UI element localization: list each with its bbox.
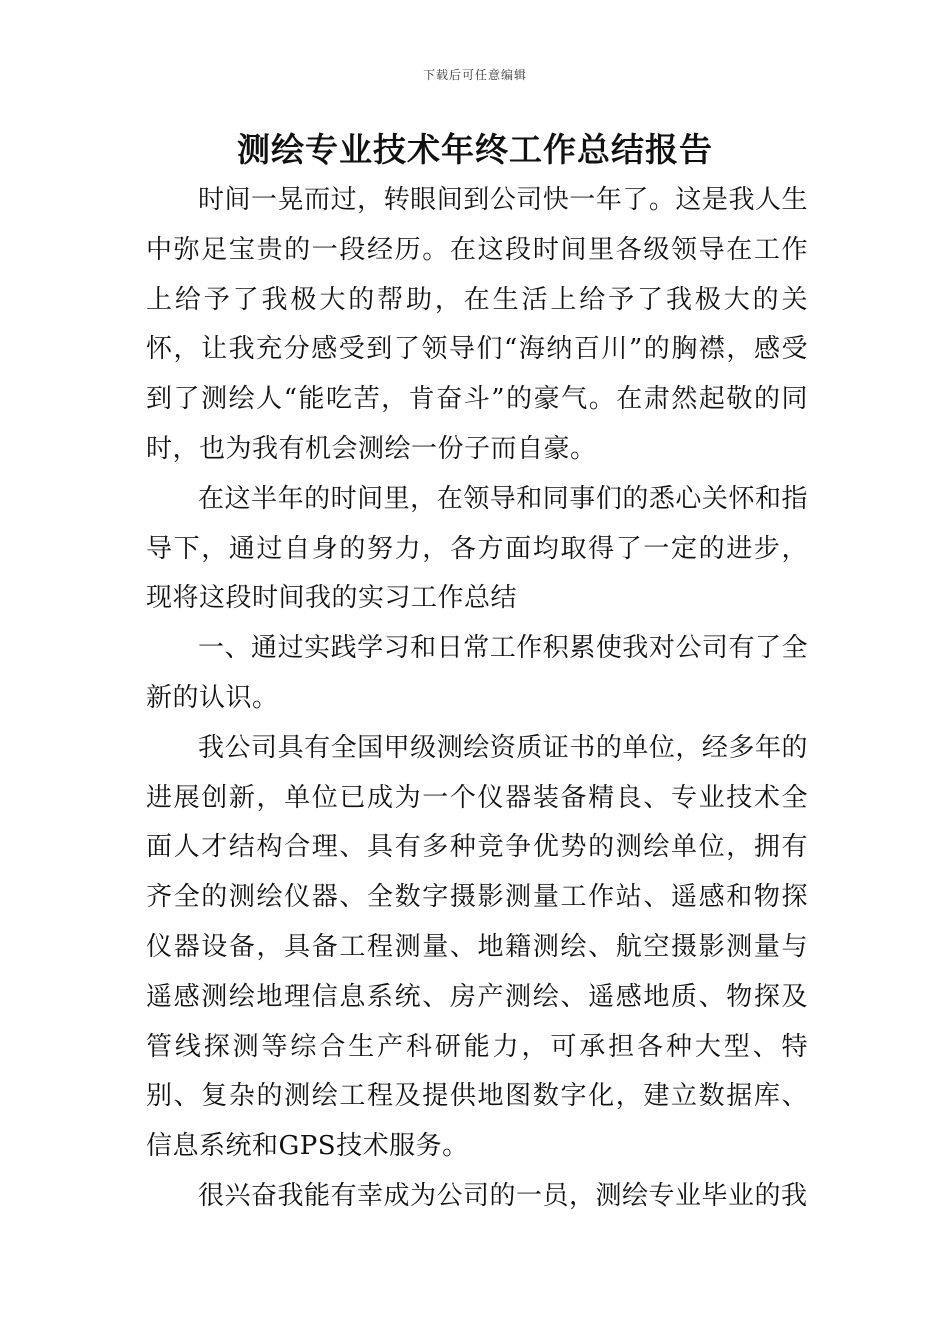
paragraph-personal-start: 很兴奋我能有幸成为公司的一员，测绘专业毕业的我	[198, 1180, 808, 1211]
paragraph-company-profile: 我公司具有全国甲级测绘资质证书的单位，经多年的进展创新，单位已成为一个仪器装备精良、专业技术全面人才结构合理、具有多种竞争优势的测绘单位，拥有齐全的测绘仪器、全数字摄影测量工作站、遥感和物探仪器设备，具备工程测量、地籍测绘、航空摄影测量与遥感测绘地理信息系统、房产测绘、遥感地质、物探及管线探测等综合生产科研能力，可承担各种大型、特别、复杂的测绘工程及提供地图数字化，建立数据库、信息系统和GPS技术服务。	[146, 732, 808, 1162]
document-title: 测绘专业技术年终工作总结报告	[237, 130, 713, 169]
paragraph-intro: 时间一晃而过，转眼间到公司快一年了。这是我人生中弥足宝贵的一段经历。在这段时间里各级领导在工作上给予了我极大的帮助，在生活上给予了我极大的关怀，让我充分感受到了领导们“海纳百川”的胸襟，感受到了测绘人“能吃苦，肯奋斗”的豪气。在肃然起敬的同时，也为我有机会测绘一份子而自豪。	[146, 185, 808, 464]
paragraph-section-one-heading: 一、通过实践学习和日常工作积累使我对公司有了全新的认识。	[146, 633, 808, 713]
document-body	[146, 176, 808, 1222]
paragraph-summary-lead: 在这半年的时间里，在领导和同事们的悉心关怀和指导下，通过自身的努力，各方面均取得了一定的进步，现将这段时间我的实习工作总结	[146, 483, 808, 614]
header-note: 下载后可任意编辑	[422, 68, 527, 82]
